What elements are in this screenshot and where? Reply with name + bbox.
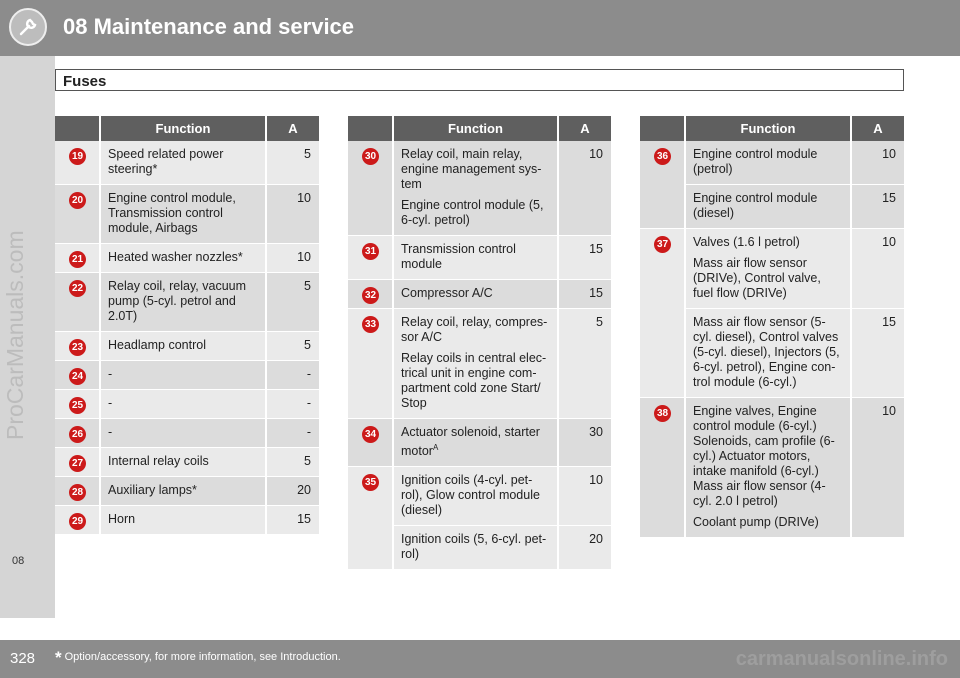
function-header: Function [393, 116, 558, 141]
section-header [55, 69, 904, 91]
amp-header: A [266, 116, 319, 141]
table-row [55, 419, 319, 448]
fuse-function: Engine valves, Engine control module (6-cyl.) Solenoids, cam profile (6-cyl.) Actuator motors, intake manifold (6-cyl.) Mass air flow sensor (4-cyl. 2.0 l petrol) Coolant pump (DRIVe) [685, 398, 851, 538]
fuse-number-badge: 24 [69, 368, 86, 385]
table-row [55, 506, 319, 535]
table-row [55, 361, 319, 390]
fuse-amperage: 5 [266, 273, 319, 332]
fuse-amperage: - [266, 390, 319, 419]
fuse-function: Engine control module (petrol) [685, 141, 851, 185]
chapter-title: 08 Maintenance and service [63, 14, 355, 39]
fuse-amperage: 30 [558, 419, 611, 467]
table-row [640, 398, 904, 538]
function-header: Function [100, 116, 266, 141]
header-bar [0, 0, 960, 56]
fuse-function: Ignition coils (4-cyl. pet-rol), Glow control module (diesel) [393, 467, 558, 526]
table-row [348, 467, 611, 526]
footnote-marker: A [432, 443, 439, 452]
fuse-function: Heated washer nozzles* [100, 244, 266, 273]
fuse-number-badge: 23 [69, 339, 86, 356]
fuse-function: Engine control module, Transmission control module, Airbags [100, 185, 266, 244]
fuse-function: Valves (1.6 l petrol) Mass air flow sensor (DRIVe), Control valve, fuel flow (DRIVe) [685, 229, 851, 309]
table-header [55, 116, 319, 141]
table-row [55, 448, 319, 477]
table-row [55, 244, 319, 273]
fuse-number-badge: 25 [69, 397, 86, 414]
fuse-number-badge: 37 [654, 236, 671, 253]
fuse-number-badge: 36 [654, 148, 671, 165]
fuse-amperage: 5 [266, 141, 319, 185]
fuse-number-badge: 27 [69, 455, 86, 472]
fuse-function: - [100, 361, 266, 390]
fuse-amperage: 20 [266, 477, 319, 506]
fuse-number-badge: 35 [362, 474, 379, 491]
fuse-amperage: 10 [266, 244, 319, 273]
fuse-amperage: 5 [558, 309, 611, 419]
fuse-amperage: 15 [851, 185, 904, 229]
fuse-amperage: 10 [558, 467, 611, 526]
fuse-amperage: - [266, 419, 319, 448]
fuse-amperage: 15 [558, 236, 611, 280]
table-row [348, 280, 611, 309]
footer-bar [0, 640, 960, 678]
fuse-function: Headlamp control [100, 332, 266, 361]
fuse-number-badge: 31 [362, 243, 379, 260]
fuse-number-badge: 26 [69, 426, 86, 443]
fuse-amperage: 5 [266, 448, 319, 477]
asterisk-icon: * [55, 648, 62, 667]
section-title: Fuses [63, 73, 107, 90]
table-row [55, 477, 319, 506]
chapter-number: 08 [12, 555, 25, 567]
fuse-function: Auxiliary lamps* [100, 477, 266, 506]
fuse-number-badge: 33 [362, 316, 379, 333]
fuse-function: - [100, 390, 266, 419]
fuse-function: Actuator solenoid, starter motor$^A$ [393, 419, 558, 467]
fuse-amperage: 10 [851, 141, 904, 185]
fuse-amperage: 10 [851, 398, 904, 538]
table-row [55, 185, 319, 244]
fuse-function: Relay coil, relay, vacuum pump (5-cyl. petrol and 2.0T) [100, 273, 266, 332]
fuse-amperage: 10 [851, 229, 904, 309]
table-header [348, 116, 611, 141]
fuse-table-3 [640, 116, 904, 538]
fuse-function: Horn [100, 506, 266, 535]
fuse-amperage: 10 [558, 141, 611, 236]
fuse-amperage: - [266, 361, 319, 390]
fuse-function: - [100, 419, 266, 448]
table-row [640, 141, 904, 185]
fuse-number-badge: 38 [654, 405, 671, 422]
fuse-function: Transmission control module [393, 236, 558, 280]
fuse-amperage: 15 [266, 506, 319, 535]
watermark-footer: carmanualsonline.info [735, 648, 948, 670]
fuse-function: Speed related power steering* [100, 141, 266, 185]
fuse-function: Compressor A/C [393, 280, 558, 309]
fuse-amperage: 15 [851, 309, 904, 398]
table-row [55, 141, 319, 185]
table-header [640, 116, 904, 141]
fuse-number-badge: 21 [69, 251, 86, 268]
fuse-number-badge: 19 [69, 148, 86, 165]
table-row [348, 141, 611, 236]
fuse-number-badge: 20 [69, 192, 86, 209]
fuse-number-badge: 30 [362, 148, 379, 165]
table-row [348, 309, 611, 419]
function-header: Function [685, 116, 851, 141]
fuse-number-badge: 34 [362, 426, 379, 443]
fuse-function: Engine control module (diesel) [685, 185, 851, 229]
fuse-table-1 [55, 116, 319, 535]
watermark: ProCarManuals.com [2, 230, 28, 440]
table-row [55, 273, 319, 332]
fuse-number-badge: 32 [362, 287, 379, 304]
fuse-function: Mass air flow sensor (5-cyl. diesel), Control valves (5-cyl. diesel), Injectors (5, 6-cyl. petrol), Engine con-trol module (6-cyl.) [685, 309, 851, 398]
wrench-icon [9, 8, 47, 46]
fuse-amperage: 20 [558, 526, 611, 570]
fuse-amperage: 5 [266, 332, 319, 361]
table-row [55, 390, 319, 419]
fuse-amperage: 10 [266, 185, 319, 244]
amp-header: A [851, 116, 904, 141]
fuse-table-2 [348, 116, 611, 570]
fuse-function: Relay coil, relay, compres-sor A/C Relay coils in central elec-trical unit in engine com-partment cold zone Start/ Stop [393, 309, 558, 419]
page-number: 328 [10, 650, 36, 667]
fuse-amperage: 15 [558, 280, 611, 309]
footnote: * Option/accessory, for more information, see Introduction. [55, 648, 341, 667]
table-row [348, 236, 611, 280]
table-row [348, 419, 611, 467]
fuse-function: Ignition coils (5, 6-cyl. pet-rol) [393, 526, 558, 570]
table-row [55, 332, 319, 361]
fuse-function: Internal relay coils [100, 448, 266, 477]
fuse-number-badge: 22 [69, 280, 86, 297]
fuse-number-badge: 29 [69, 513, 86, 530]
amp-header: A [558, 116, 611, 141]
table-row [640, 229, 904, 309]
fuse-function: Relay coil, main relay, engine management sys-tem Engine control module (5, 6-cyl. petrol) [393, 141, 558, 236]
fuse-number-badge: 28 [69, 484, 86, 501]
